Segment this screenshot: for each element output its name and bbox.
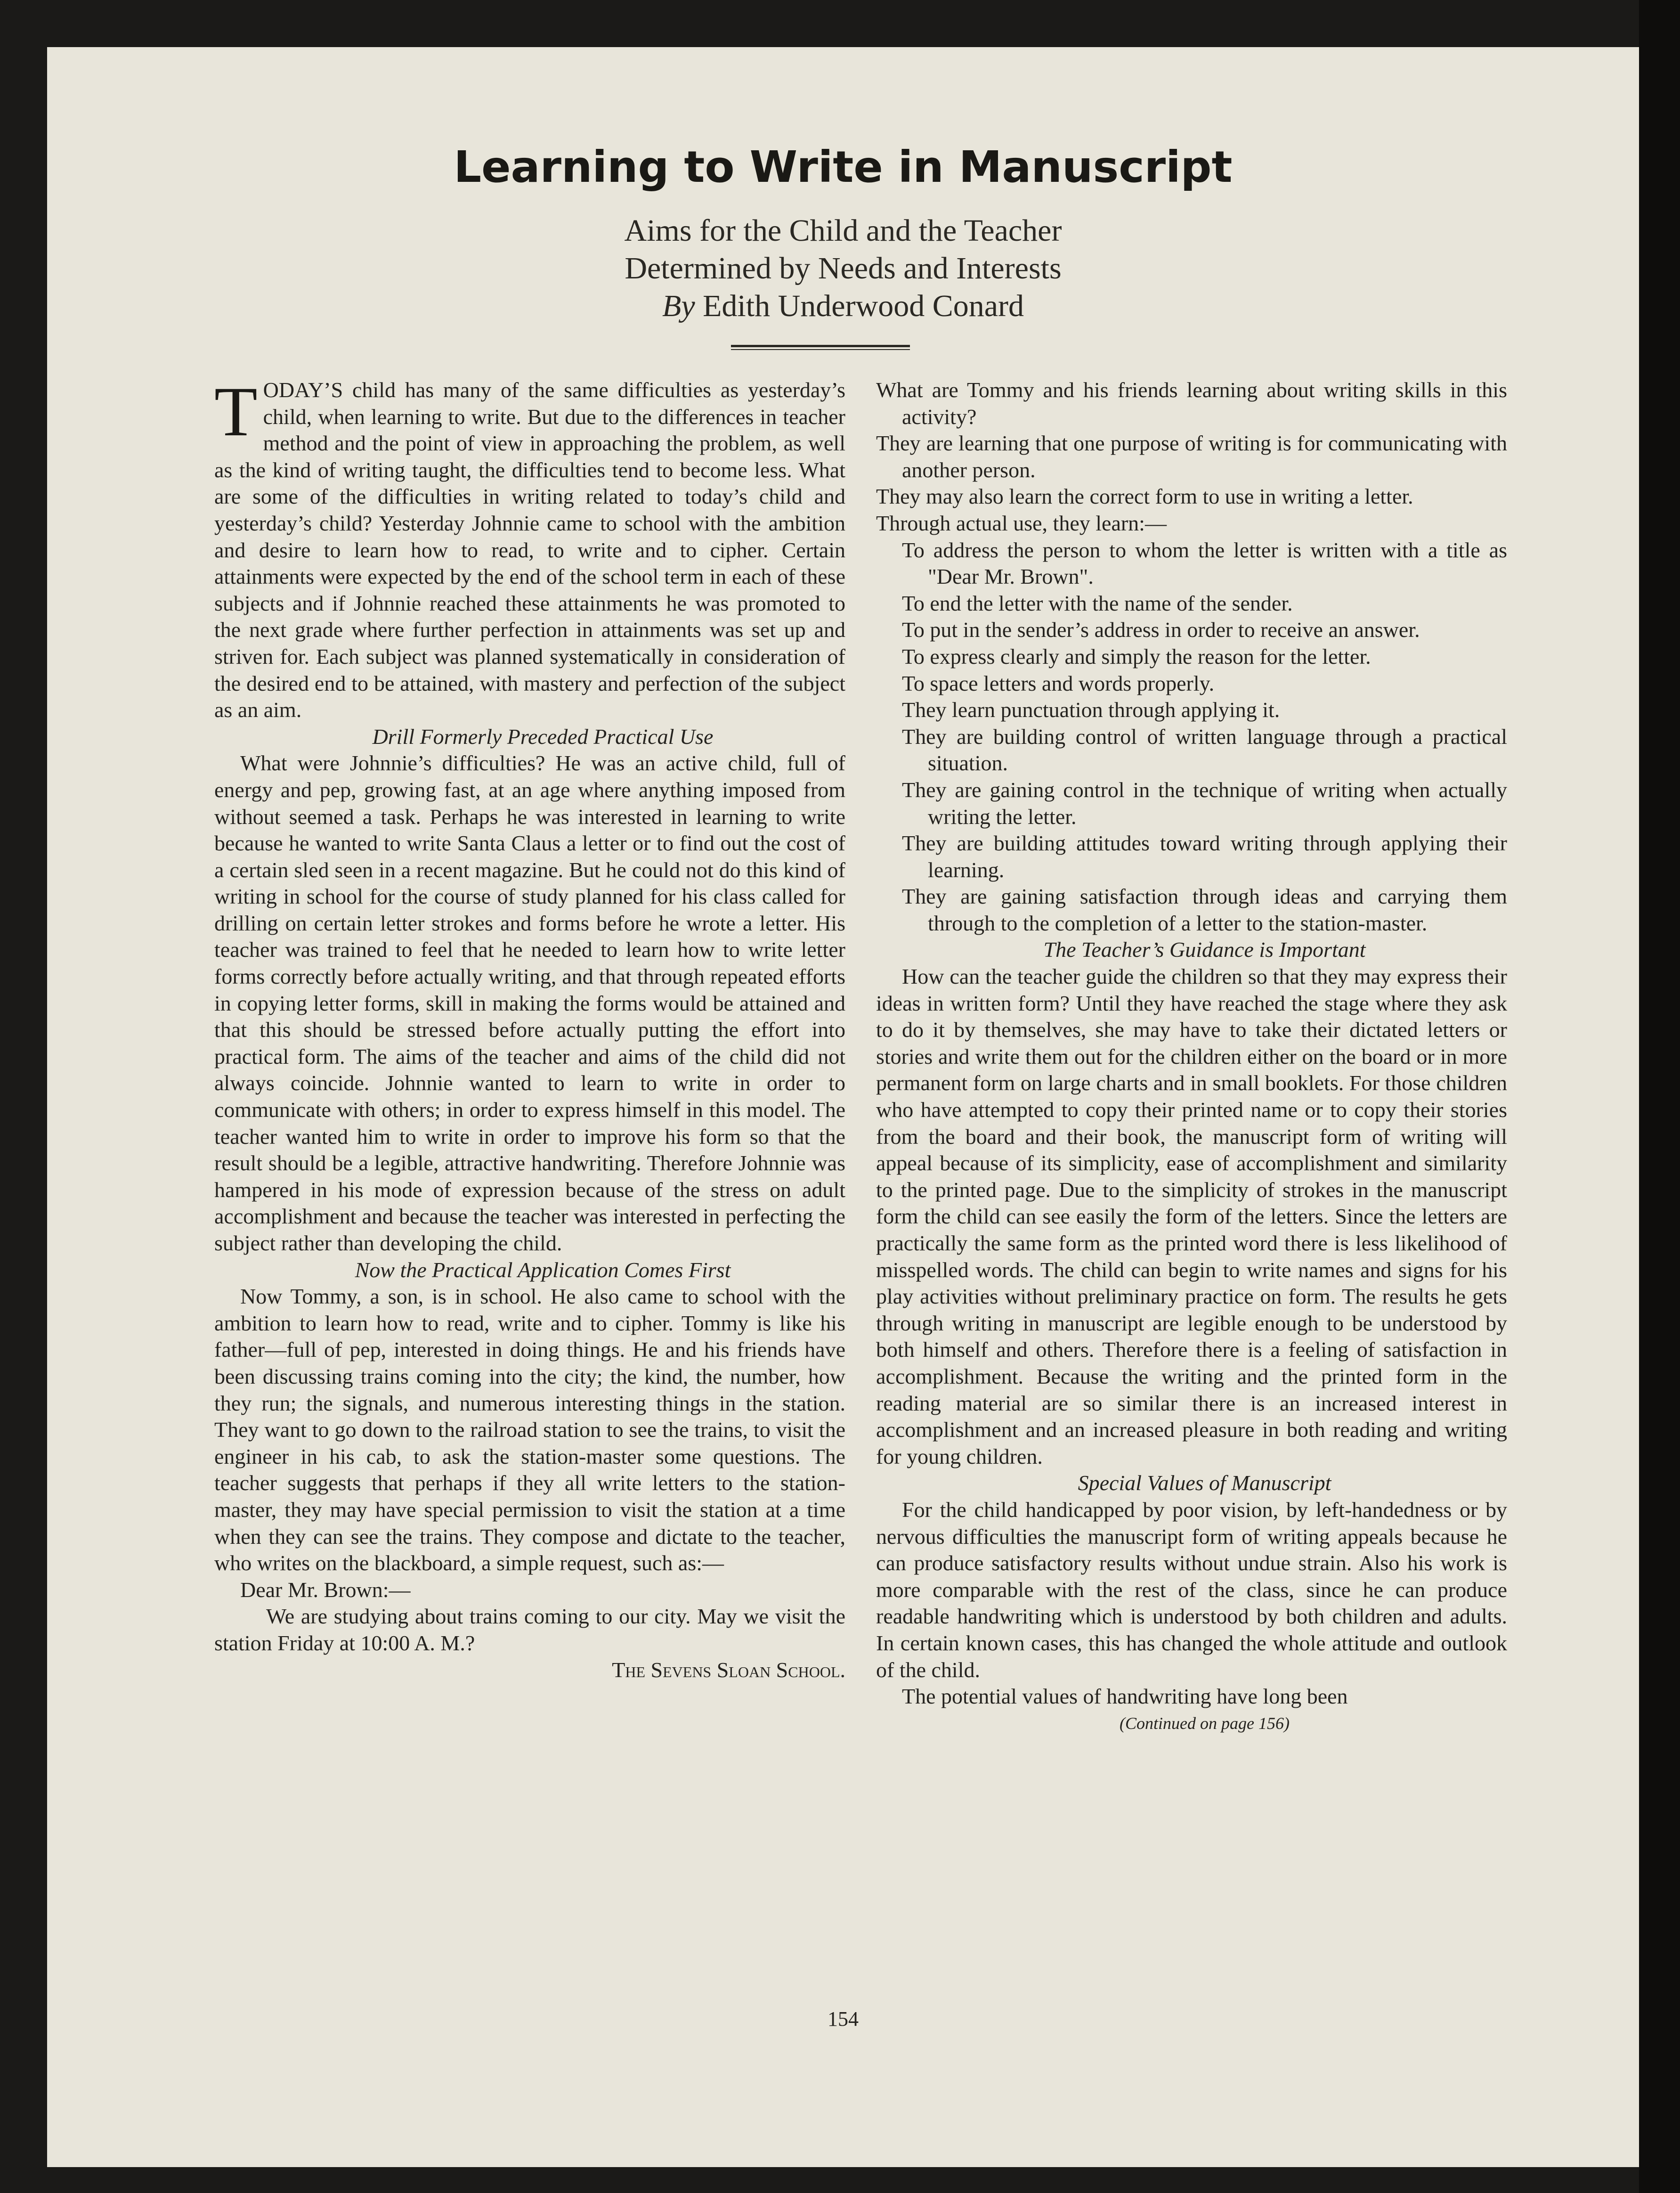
article-title: Learning to Write in Manuscript: [454, 142, 1233, 192]
intro-text: ODAY’S child has many of the same difficulties as yesterday’s child, when learning to write. But due to the differences in teacher method and the point of view in approaching the problem, as well as the kind of writing taught, the difficulties tend to become less. What are some of the difficulties in writing related to today’s child and yesterday’s child? Yesterday Johnnie came to school with the ambition and desire to learn how to read, to write and to cipher. Certain attainments were expected by the end of the school term in each of these subjects and if Johnnie reached these attainments he was promoted to the next grade where further perfection in attainments was set up and striven for. Each subject was planned systematically in consideration of the desired end to be attained, with mastery and perfection of the subject as an aim.: [214, 378, 845, 722]
list-item: They are gaining control in the technique of writing when actually writing the letter.: [902, 777, 1507, 829]
sample-letter: [214, 1577, 845, 1683]
section-heading-special-values: Special Values of Manuscript: [1078, 1471, 1331, 1495]
section-heading-guidance: The Teacher’s Guidance is Important: [1043, 938, 1366, 962]
title-divider: [731, 345, 910, 350]
magazine-page: [47, 47, 1639, 2167]
section-heading-drill: Drill Formerly Preceded Practical Use: [372, 724, 714, 749]
right-column: [876, 377, 1507, 1736]
list-item: They are gaining satisfaction through ideas and carrying them through to the completion of a letter to the station-master.: [902, 884, 1507, 935]
list-item: They are learning that one purpose of writing is for communicating with another person.: [876, 431, 1507, 482]
list-item: They learn punctuation through applying it.: [902, 698, 1280, 722]
list-item: They are building control of written language through a practical situation.: [902, 724, 1507, 775]
byline-prefix: By: [662, 289, 695, 323]
letter-body: We are studying about trains coming to our city. May we visit the station Friday at 10:00 A. M.?: [214, 1604, 845, 1655]
paragraph-tommy: Now Tommy, a son, is in school. He also came to school with the ambition to learn how to read, write and to cipher. Tommy is like his father—full of pep, interested in doing things. He and his friends have been discussing trains coming into the city; the kind, the number, how they run; the signals, and numerous interesting things in the station. They want to go down to the railroad station to see the trains, to visit the engineer in his cab, to ask the station-master some questions. The teacher suggests that perhaps if they all write letters to the station-master, they may have special permission to visit the station at a time when they can see the trains. They compose and dictate to the teacher, who writes on the blackboard, a simple request, such as:—: [214, 1284, 845, 1575]
page-number: 154: [828, 2007, 859, 2030]
continued-note: (Continued on page 156): [1120, 1713, 1290, 1733]
paragraph-johnnie: What were Johnnie’s difficulties? He was an active child, full of energy and pep, growing fast, at an age where anything imposed from without seemed a task. Perhaps he was interested in learning to write because he wanted to write Santa Claus a letter or to find out the cost of a certain sled seen in a recent magazine. But he could not do this kind of writing in school for the course of study planned for his class called for drilling on certain letter strokes and forms before he wrote a letter. His teacher was trained to feel that he needed to learn how to write letter forms correctly before actually writing, and that through repeated efforts in copying letter forms, skill in making the forms would be attained and that this should be stressed before actually putting the effort into practical form. The aims of the teacher and aims of the child did not always coincide. Johnnie wanted to learn to write in order to communicate with others; in order to express himself in this model. The teacher wanted him to write in order to improve his form so that the result should be a legible, attractive handwriting. Therefore Johnnie was hampered in his mode of expression because of the stress on adult accomplishment and because the teacher was interested in perfecting the subject rather than developing the child.: [214, 751, 845, 1255]
letter-salutation: Dear Mr. Brown:—: [240, 1577, 411, 1602]
list-item: They may also learn the correct form to use in writing a letter.: [876, 484, 1413, 509]
list-item: To space letters and words properly.: [902, 671, 1215, 695]
author-name: Edith Underwood Conard: [703, 289, 1024, 323]
byline: [47, 287, 1639, 325]
section-heading-practical: Now the Practical Application Comes First: [355, 1257, 731, 1282]
article-subtitle-line1: Aims for the Child and the Teacher: [624, 213, 1062, 248]
intro-paragraph: [214, 373, 845, 724]
list-item: To end the letter with the name of the sender.: [902, 591, 1293, 615]
article-subtitle-line2: Determined by Needs and Interests: [625, 251, 1062, 285]
list-item: They are building attitudes toward writing through applying their learning.: [902, 831, 1507, 882]
learning-list: [876, 377, 1507, 937]
left-column: [214, 373, 845, 1683]
binding-spine: [1639, 0, 1680, 2193]
letter-signature: The Sevens Sloan School.: [612, 1657, 845, 1682]
question-paragraph: What are Tommy and his friends learning about writing skills in this activity?: [876, 378, 1507, 429]
paragraph-potential-values: The potential values of handwriting have long been: [902, 1684, 1348, 1709]
list-item: To express clearly and simply the reason for the letter.: [902, 644, 1371, 668]
list-item: To address the person to whom the letter is written with a title as "Dear Mr. Brown".: [902, 538, 1507, 589]
list-item: To put in the sender’s address in order to receive an answer.: [902, 618, 1420, 642]
paragraph-guidance: How can the teacher guide the children so that they may express their ideas in written form? Until they have reached the stage where they ask to do it by themselves, she may have to take their dictated letters or stories and write them out for the children either on the board or in more permanent form on large charts and in small booklets. For those children who have attempted to copy their printed name or to copy their stories from the board and their book, the manuscript form of writing will appeal because of its simplicity, ease of accomplishment and similarity to the printed page. Due to the simplicity of strokes in the manuscript form the child can see easily the form of the letters. Since the letters are practically the same form as the printed word there is less likelihood of misspelled words. The child can begin to write names and signs for his play activities without preliminary practice on form. The results he gets through writing in manuscript are legible enough to be understood by both himself and others. Therefore there is a feeling of satisfaction in accomplishment. Because the writing and the printed form in the reading material are so similar there is an increased interest in accomplishment and an increased pleasure in both reading and writing for young children.: [876, 964, 1507, 1468]
drop-cap: T: [214, 373, 258, 451]
list-item: Through actual use, they learn:—: [876, 511, 1167, 535]
paragraph-special-values: For the child handicapped by poor vision, by left-handedness or by nervous difficulties the manuscript form of writing appeals because he can produce satisfactory results without undue strain. Also his work is more comparable with the rest of the class, since he can produce readable handwriting which is understood by both children and adults. In certain known cases, this has changed the whole attitude and outlook of the child.: [876, 1497, 1507, 1682]
